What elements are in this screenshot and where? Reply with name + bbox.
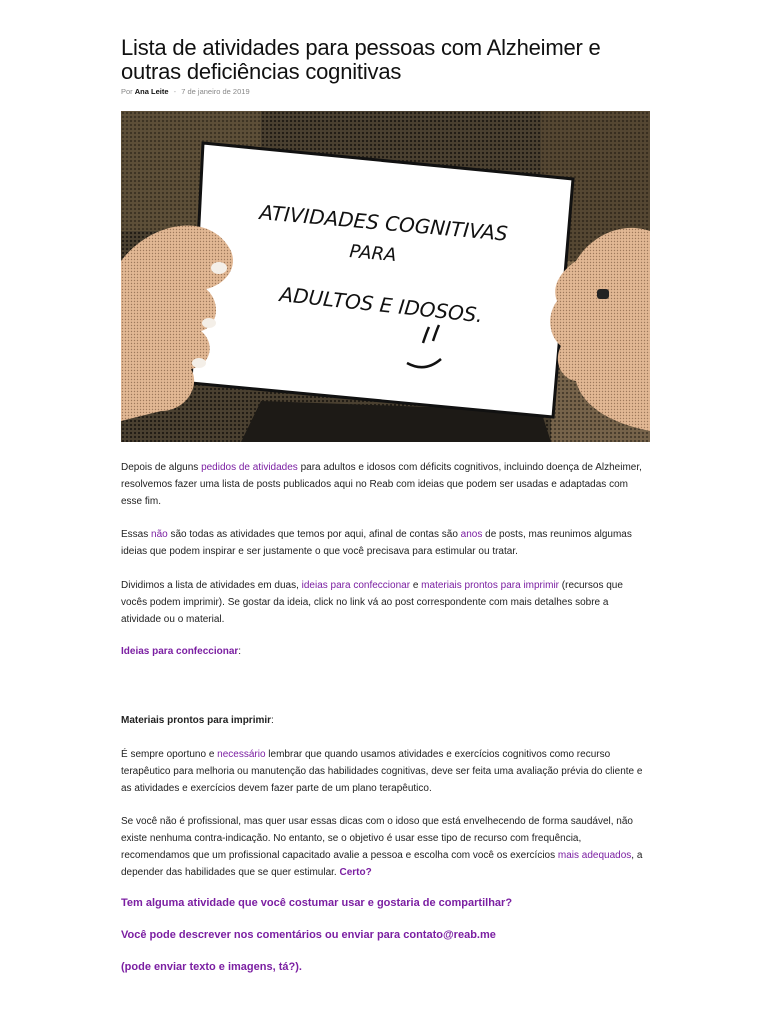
text: : bbox=[271, 715, 274, 726]
link-necessario[interactable]: necessário bbox=[217, 749, 266, 760]
paragraph-divided bbox=[121, 577, 651, 628]
byline bbox=[121, 87, 250, 96]
hero-image bbox=[121, 111, 650, 442]
text: de posts, mas reunimos algumas ideias que podem inspirar e ser justamente o que você precisava para estimular ou tratar. bbox=[121, 529, 632, 557]
paragraph-professional bbox=[121, 813, 651, 881]
cta-line-1: Tem alguma atividade que você costumar usar e gostaria de compartilhar? bbox=[121, 897, 513, 909]
text: (recursos que vocês podem imprimir). Se gostar da ideia, click no link vá ao post correspondente com mais detalhes sobre a atividade ou o material. bbox=[121, 580, 623, 625]
text: Depois de alguns bbox=[121, 462, 202, 473]
paragraph-not-all bbox=[121, 526, 651, 560]
text: , a depender das habilidades que se quer estimular. bbox=[121, 850, 643, 878]
link-mais-adequados[interactable]: mais adequados bbox=[557, 850, 632, 861]
byline-separator: - bbox=[173, 87, 177, 96]
paragraph-intro bbox=[121, 459, 651, 510]
heading-ideias-link[interactable]: Ideias para confeccionar bbox=[121, 646, 239, 657]
text: Dividimos a lista de atividades em duas, bbox=[121, 580, 302, 591]
cta-line-2: Você pode descrever nos comentários ou enviar para contato@reab.me bbox=[121, 929, 496, 941]
cta-line-3: (pode enviar texto e imagens, tá?). bbox=[121, 961, 302, 973]
card-text-line1: ATIVIDADES COGNITIVAS bbox=[258, 200, 509, 246]
text: são todas as atividades que temos por aqui, afinal de contas são bbox=[167, 529, 461, 540]
card-text-line2: PARA bbox=[348, 241, 398, 267]
author-link[interactable]: Ana Leite bbox=[134, 87, 169, 96]
hero-illustration bbox=[121, 111, 650, 442]
byline-prefix: Por bbox=[121, 87, 133, 96]
text: e bbox=[410, 580, 422, 591]
heading-materiais: Materiais prontos para imprimir bbox=[121, 715, 272, 726]
link-pedidos-de-atividades[interactable]: pedidos de atividades bbox=[201, 462, 298, 473]
text: Essas bbox=[121, 529, 152, 540]
link-ideias-para-confeccionar[interactable]: ideias para confeccionar bbox=[301, 580, 411, 591]
text: lembrar que quando usamos atividades e exercícios cognitivos como recurso terapêutico para melhoria ou manutenção das habilidades cognitivas, deve ser feita uma avaliação prévia do cliente e as atividades e exercícios devem fazer parte de um plano terapêutico. bbox=[121, 749, 643, 794]
section-heading-ideias bbox=[121, 643, 651, 660]
publish-date: 7 de janeiro de 2019 bbox=[181, 87, 250, 96]
link-materiais-prontos[interactable]: materiais prontos para imprimir bbox=[421, 580, 559, 591]
text: É sempre oportuno e bbox=[121, 749, 218, 760]
card-text-line3: ADULTOS E IDOSOS. bbox=[278, 282, 484, 328]
paragraph-evaluation bbox=[121, 746, 651, 797]
link-nao[interactable]: não bbox=[151, 529, 168, 540]
certo-bold: Certo? bbox=[339, 867, 372, 878]
text: Se você não é profissional, mas quer usar essas dicas com o idoso que está envelhecendo de forma saudável, não existe nenhuma contra-indicação. No entanto, se o objetivo é usar esse tipo de recurso com frequência, recomendamos que um profissional capacitado avalie a pessoa e escolha com você os exercícios bbox=[121, 816, 633, 861]
section-heading-materiais bbox=[121, 712, 651, 729]
text: : bbox=[238, 646, 242, 657]
link-anos[interactable]: anos bbox=[460, 529, 483, 540]
article-title: Lista de atividades para pessoas com Alzheimer e outras deficiências cognitivas bbox=[121, 35, 601, 84]
text: para adultos e idosos com déficits cognitivos, incluindo doença de Alzheimer, resolvemos fazer uma lista de posts publicados aqui no Reab com ideias que podem ser usadas e adaptadas com esse fim. bbox=[121, 462, 642, 507]
